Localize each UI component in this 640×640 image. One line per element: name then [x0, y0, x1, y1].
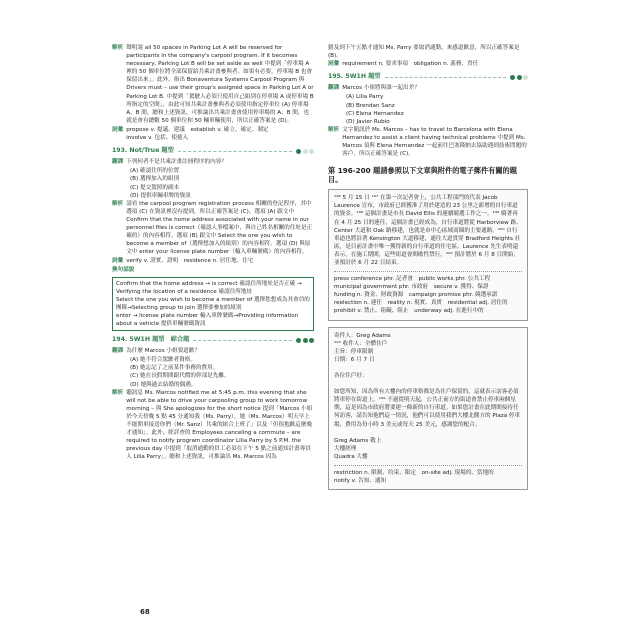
explain-text: 文字簡訊於 Ms. Marcos – has to travel to Barcelona with Elena Hernandez to assist a client having technical problems 中提到 Ms. Marcos 須與 Elena Hernandez 一起前往巴塞隆納去協助遇到技術問題的客戶，所以正確答案是 (C)。: [342, 126, 527, 158]
page-number: 68: [140, 608, 150, 616]
translation-text: 下列何者不是共乘計畫註冊程序的內容？: [126, 159, 227, 166]
q192-explanation: [112, 44, 314, 125]
difficulty-dot-2: [303, 149, 308, 154]
difficulty-dots: [296, 338, 314, 343]
difficulty-dot-2: [303, 338, 308, 343]
difficulty-dot-3: [523, 75, 528, 80]
explain-text: 聲明說 all 50 spaces in Parking Lot A will be reserved for participants in the company's carpool program. If it becomes necessary, Parking Lot B will be set aside as well 中提到「停車場 A 裡的 50 個車位將全部保留給共乘計畫參與者。如果有必要，停車場 B 也會保留出來」。此外，指出 Bonaventura Systems Carpool Program 與 Drivers must – use their group's assigned space in Parking Lot A or Parking Lot B. 中提到「駕駛人必須只使用自己組別在停車場 A 或停車場 B 所指定的空間」，由此可知共乘計畫參與者必須使用指定停車位 (A) 停車場 A、B 間，總和上述資訊，可推論出共乘計畫會使用停車場的 A、B 間，也就是會有總數 50 個車位和 50 輛車輛使用，所以正確答案是 (D)。: [126, 45, 314, 124]
translation-tag: 翻譯: [112, 348, 124, 355]
difficulty-dot-2: [517, 75, 522, 80]
q193-translation: [112, 158, 314, 166]
q193-title: 193. Not/True 題型: [112, 147, 174, 155]
explain-text: 請看 the carpool program registration process 相關的登記程序，其中選項 (C) 在資訊裡沒有提到，所以正確答案是 (C)。選項 (A) 跟文中 Confirm that the home address associated with your name in our personnel files is correct（確認人事檔案中，與自己姓名相關的住址是正確的）的內容相符。選項 (B) 跟文中 Select the one you wish to become a member of（選擇想加入的組別）的內容相符。選項 (D) 與原文中 enter your license plate number（輸入車輛號碼）的內容相符。: [126, 200, 313, 256]
section-title: 第 196-200 題請參照以下文章與附件的電子郵件有關的題目。: [328, 166, 517, 185]
q193-explanation: [112, 200, 314, 257]
explain-text: 聽訊息 Ms. Marcos notified me at 5:45 p.m. this evening that she will not be able to drive your carpooling group to work tomorrow morning – 與 She apologizes for the short notice 提到「Marcos 小姐於今天傍晚 5 點 45 分通知我（Ms. Parry），她（Ms. Marcos）明天早上不能開車接送你們（Mr. Sanz）共乘的組合上班了」以及「但很抱歉這麼晚才通知」。此外，經詳查的 Employees canceling a commute – are required to notify program coordinator Lilia Parry by 5 P.M. the previous day 中提到「取消通勤的員工必須在下午 5 點之前通知計畫專員人 Lilia Parry」。總和上述資訊，可推論出 Ms. Marcos 因為: [126, 389, 313, 461]
left-column: [112, 44, 314, 463]
q192-vocab: [112, 126, 314, 142]
q194-header: [112, 336, 314, 344]
vocab-tag: 詞彙: [112, 258, 124, 265]
q194-translation: [112, 347, 314, 355]
right-column: [328, 44, 528, 496]
q194-options: (A) 她不符合駕駛者資格。 (B) 她忘記了之前某件事務的費用。 (C) 她在長假期間跟代價的幹部是先離。 (D) 她與過去結婚的偶遇。: [130, 357, 230, 388]
difficulty-dots: [296, 149, 314, 154]
q195-explanation: [328, 126, 528, 158]
vocab-text: propose v. 提議、建議 establish v. 確立、確定、制定 involve v. 包括、使捲入: [126, 126, 269, 142]
article-card: [328, 189, 528, 320]
q193-options: (A) 確認住所的位置 (B) 選擇加入的組別 (C) 提交駕照的副本 (D) 提供車輛車牌的資訊: [130, 168, 191, 199]
paraphrase-label: 換句話說: [112, 267, 135, 274]
translation-tag: 翻譯: [328, 85, 340, 92]
q195-header: [328, 73, 528, 81]
difficulty-dot-3: [309, 149, 314, 154]
q193-header: [112, 147, 314, 155]
explain-tag: 解析: [112, 389, 124, 396]
q195-options: (A) Lilia Parry (B) Brendan Sanz (C) Elena Hernandez (D) Javier Rubio: [346, 94, 404, 125]
difficulty-dots: [510, 75, 528, 80]
vocab-tag: 詞彙: [328, 61, 340, 68]
explain-tag: 解析: [112, 45, 124, 51]
textbook-page: [112, 44, 528, 616]
email-card: [328, 327, 528, 491]
q194-explanation: [112, 389, 314, 462]
explain-tag: 解析: [328, 126, 340, 133]
q195-title: 195. 5W1H 題型: [328, 73, 381, 81]
email-text: 寄件人：Greg Adams ²⁰⁰ 收件人：全體住戶 主旨：停車限制 日期：6 月 7 日 各位住戶好： 如您所知，因為所有大樓內的停車格都是為住戶保留的，這就表示訪客必須將車停在街道上。¹⁹⁹ 不過從明天起，公共正前方的街道會禁止停車兩個星期，這是因為市政府將要建一條新的自行車道。如果您計畫在此期間接待任何訪客，請告知他們這一情況，他們可以使用我們大樓北側方的 Plaza 停車場，費用為每小時 3 美元或每天 25 美元，感謝您的配合。 Greg Adams 敬上 大樓經理 Quadra 大樓: [334, 332, 521, 460]
q193-vocab: [112, 257, 314, 265]
vocab-text: requirement n. 要求事項 obligation n. 義務、責任: [342, 61, 479, 68]
translation-text: Marcos 小姐將與誰一起出差？: [342, 85, 420, 92]
email-vocab: restriction n. 限制、約束、限定 on-site adj. 現場的、當地的 notify v. 告知、通知: [334, 465, 522, 485]
explain-tag: 解析: [112, 200, 124, 207]
q195-translation: [328, 84, 528, 92]
q194-explanation-continued: 錯及到下午五點才通知 Ms. Parry 要取消通勤，來感道歉意，所以正確答案是 (B)。: [328, 45, 520, 60]
article-text: ¹⁹⁶ 5 月 15 日 ¹⁹⁷ 在第一次記者會上，公共工程部門的代表 Jacob Laurence 宣布，市政府已經獲准了用於建造的 23 公里之新增的自行車道的資金。¹⁹⁸ 這個計畫是市長 David Ellis 的連續競選工作之一。¹⁹⁹ 騎著再在 4 月 25 日的連任，這個計畫已經成為，自行車道將從 Harborview 路、Center 大道和 Oak 路移建，也就是市中心區域商圈的主要通路。²⁰⁰ 自行車道也將沿著 Kensington 大道移建，通往大道貫穿 Bradford Heights 社區，是目前計畫中唯一獲得新的自行車道的住宅區。Laurence 先生表明還表示，在施工期間，這些街道會間歇性禁行。²⁰⁰ 預計將於 6 月 8 日開始，並預計於 6 月 22 日結束。: [334, 195, 522, 266]
translation-tag: 翻譯: [112, 159, 124, 166]
q194-title: 194. 5W1H 題型 綜合題: [112, 336, 190, 344]
vocab-text: verify v. 證實、證明 residence n. 居住地、住宅: [126, 258, 254, 265]
difficulty-dot-1: [296, 149, 301, 154]
difficulty-dot-1: [296, 338, 301, 343]
translation-text: 為什麼 Marcos 小姐要道歉？: [126, 348, 200, 355]
article-vocab: press conference phr. 記者會 public works phr. 公共工程 municipal government phr. 市政府 secure v. 獲得、保證 funding n. 資金、財政資源 campaign promise phr. 競選承諾 reelection n. 連任 reality n. 現實、真實 residential adj. 居住的 prohibit v. 禁止、阻礙、阻止 underway adj. 在進行中的: [334, 271, 522, 315]
q194-vocab: [328, 60, 528, 68]
difficulty-dot-1: [510, 75, 515, 80]
paraphrase-box: Confirm that the home address → is correct 確認住所地址是否正確 → Verifying the location of a residence 確認住所地址 Select the one you wish to become a member of 選擇您想成為其會員的團隊→Selecting group to join 選擇要參加的組別 enter → license plate number 輸入車牌號碼→Providing information about a vehicle 提供車輛號碼資訊: [112, 277, 314, 332]
vocab-tag: 詞彙: [112, 126, 124, 133]
difficulty-dot-3: [309, 338, 314, 343]
